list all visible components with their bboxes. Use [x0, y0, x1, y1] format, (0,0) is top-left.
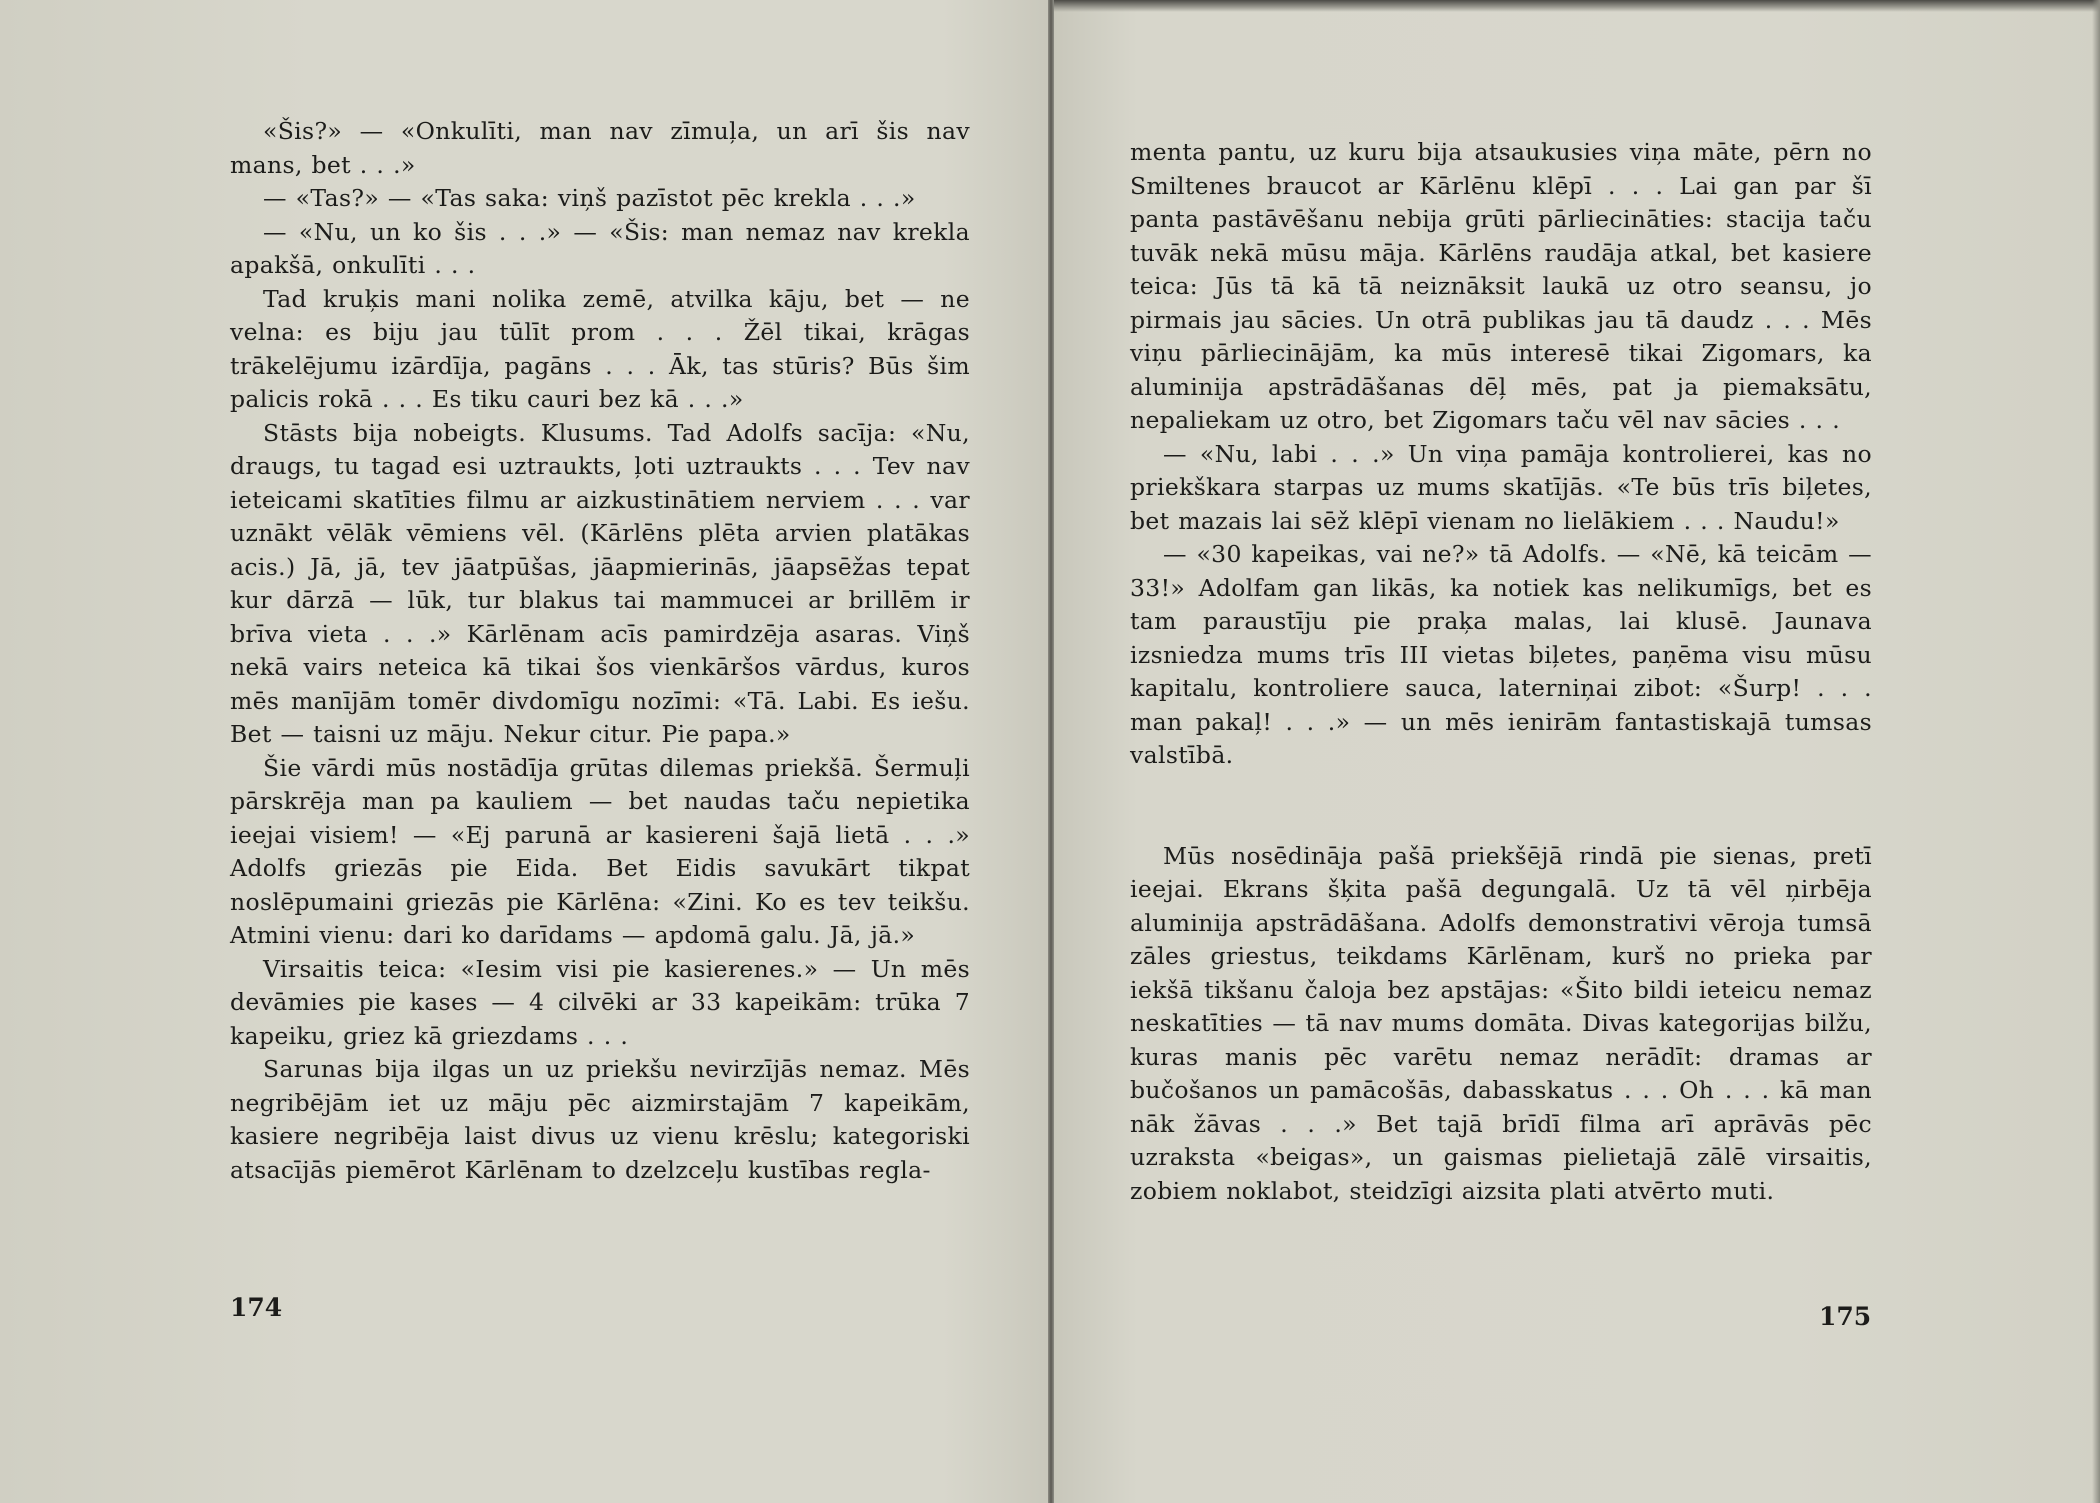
paragraph: Virsaitis teica: «Iesim visi pie kasierenes.» — Un mēs devāmies pie kases — 4 cilvēki ar 33 kapeikām: trūka 7 kapeiku, griez kā griezdams . . .	[230, 954, 970, 1050]
left-page	[0, 0, 1048, 1503]
page-number: 175	[1819, 1302, 1872, 1331]
paragraph: Sarunas bija ilgas un uz priekšu nevirzījās nemaz. Mēs negribējām iet uz māju pēc aizmirstajām 7 kapeikām, kasiere negribēja laist divus uz vienu krēslu; kategoriski atsacījās piemērot Kārlēnam to dzelzceļu kustības regla-	[230, 1055, 970, 1184]
paragraph: Mūs nosēdināja pašā priekšējā rindā pie sienas, pretī ieejai. Ekrans šķita pašā degungalā. Uz tā vēl ņirbēja aluminija apstrādāšana. Adolfs demonstrativi vēroja tumsā zāles griestus, teikdams Kārlēnam, kurš no prieka par iekšā tikšanu čaloja bez apstājas: «Šito bildi ieteicu nemaz neskatīties — tā nav mums domāta. Divas kategorijas bilžu, kuras manis pēc varētu nemaz nerādīt: dramas ar bučošanos un pamācošās, dabasskatus . . . Oh . . . kā man nāk žāvas . . .» Bet tajā brīdī filma arī aprāvās pēc uzraksta «beigas», un gaismas pielietajā zālē virsaitis, zobiem noklabot, steidzīgi aizsita plati atvērto muti.	[1130, 841, 1872, 1205]
right-page-text	[1130, 136, 1872, 1208]
page-right-edge-shadow	[2092, 0, 2100, 1503]
paragraph: — «Tas?» — «Tas saka: viņš pazīstot pēc krekla . . .»	[263, 184, 916, 212]
page-top-edge-shadow	[1054, 0, 2100, 12]
paragraph: menta pantu, uz kuru bija atsaukusies viņa māte, pērn no Smiltenes braucot ar Kārlēnu klēpī . . . Lai gan par šī panta pastāvēšanu nebija grūti pārliecināties: stacija taču tuvāk nekā mūsu māja. Kārlēns raudāja atkal, bet kasiere teica: Jūs tā kā tā neiznāksit laukā uz otro seansu, jo pirmais jau sācies. Un otrā publikas jau tā daudz . . . Mēs viņu pārliecinājām, ka mūs interesē tikai Zigomars, ka aluminija apstrādāšanas dēļ mēs, pat ja piemaksātu, nepaliekam uz otro, bet Zigomars taču vēl nav sācies . . .	[1130, 138, 1872, 434]
paragraph: — «Nu, un ko šis . . .» — «Šis: man nemaz nav krekla apakšā, onkulīti . . .	[230, 217, 970, 279]
right-page	[1054, 0, 2100, 1503]
paragraph: Šie vārdi mūs nostādīja grūtas dilemas priekšā. Šermuļi pārskrēja man pa kauliem — bet naudas taču nepietika ieejai visiem! — «Ej parunā ar kasiereni šajā lietā . . .» Adolfs griezās pie Eida. Bet Eidis savukārt tikpat noslēpumaini griezās pie Kārlēna: «Zini. Ko es tev teikšu. Atmini vienu: dari ko darīdams — apdomā galu. Jā, jā.»	[230, 753, 970, 949]
paragraph: — «30 kapeikas, vai ne?» tā Adolfs. — «Nē, kā teicām — 33!» Adolfam gan likās, ka notiek kas nelikumīgs, bet es tam paraustīju pie praķa malas, lai klusē. Jaunava izsniedza mums trīs III vietas biļetes, paņēma visu mūsu kapitalu, kontroliere sauca, laterniņai zibot: «Šurp! . . . man pakaļ! . . .» — un mēs ienirām fantastiskajā tumsas valstībā.	[1130, 540, 1872, 769]
page-number: 174	[230, 1293, 283, 1322]
paragraph: Stāsts bija nobeigts. Klusums. Tad Adolfs sacīja: «Nu, draugs, tu tagad esi uztraukts, ļoti uztraukts . . . Tev nav ieteicami skatīties filmu ar aizkustinātiem nerviem . . . var uznākt vēlāk vēmiens vēl. (Kārlēns plēta arvien platākas acis.) Jā, jā, tev jāatpūšas, jāapmierinās, jāapsēžas tepat kur dārzā — lūk, tur blakus tai mammucei ar brillēm ir brīva vieta . . .» Kārlēnam acīs pamirdzēja asaras. Viņš nekā vairs neteica kā tikai šos vienkāršos vārdus, kuros mēs manījām tomēr divdomīgu nozīmi: «Tā. Labi. Es iešu. Bet — taisni uz māju. Nekur citur. Pie papa.»	[230, 418, 970, 748]
paragraph: — «Nu, labi . . .» Un viņa pamāja kontrolierei, kas no priekškara starpas uz mums skatījās. «Te būs trīs biļetes, bet mazais lai sēž klēpī vienam no lielākiem . . . Naudu!»	[1130, 439, 1872, 535]
paragraph: Tad kruķis mani nolika zemē, atvilka kāju, bet — ne velna: es biju jau tūlīt prom . . . Žēl tikai, krāgas trākelējumu izārdīja, pagāns . . . Āk, tas stūris? Būs šim palicis rokā . . . Es tiku cauri bez kā . . .»	[230, 284, 970, 413]
left-page-text	[230, 115, 970, 1187]
paragraph: «Šis?» — «Onkulīti, man nav zīmuļa, un arī šis nav mans, bet . . .»	[230, 117, 970, 179]
